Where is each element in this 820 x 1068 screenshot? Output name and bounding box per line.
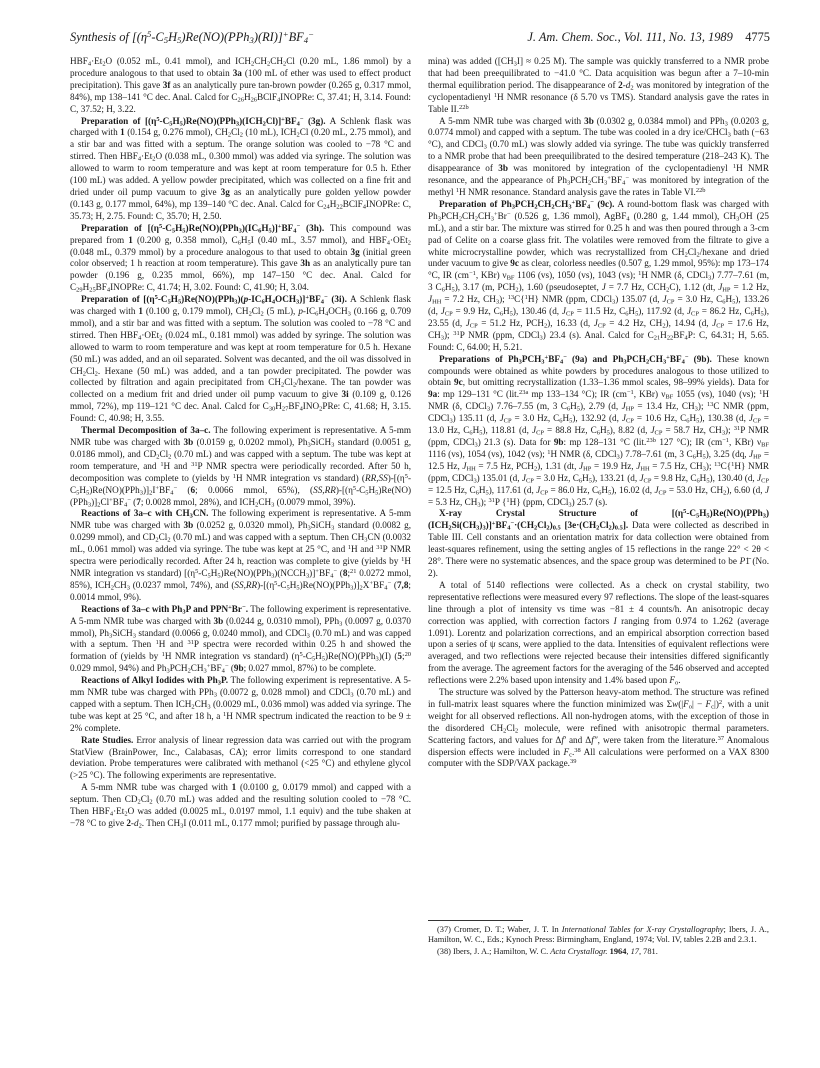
paragraph-reactions-ph3p: Reactions of 3a–c with $Ph_3P$ and PPN+Br−. The following experiment is representative. A 5-mm NMR tube was charged with 3b (0.0244 g, 0.0310 mmol), PPh$_3$ (0.0097 g, 0.0370 mmol), $Ph_3SiCH_3$ standard (0.0066 g, 0.0240 mmol), and CDCl$_3$ (0.70 mL) and was capped with a septum. Then $^1$H and $^{31}$P spectra were recorded within 0.25 h and showed the formation of (yields by $^1$H NMR integration vs standard) $(\eta^5-C_5H_5)Re(NO)(PPh_3)(I)$ (5;$^{20}$ 0.029 mmol, 94%) and $Ph_3PCH_2CH_3^+BF_4^-$ (9b; 0.027 mmol, 87%) to be complete. — [70, 603, 412, 675]
paragraph-reactions-ch3cn: Reactions of 3a–c with $CH_3CN$. The following experiment is representative. A 5-mm NMR tube was charged with 3b (0.0252 g, 0.0320 mmol), $Ph_3SiCH_3$ standard (0.0082 g, 0.0299 mmol), and $CD_2Cl_2$ (0.70 mL) and was capped with a septum. Then $CH_3CN$ (0.0032 mL, 0.061 mmol) was added via syringe. The tube was kept at 25 °C, and $^1$H and $^{31}$P NMR spectra were periodically recorded. After 24 h, reaction was complete to give (yields by $^1$H NMR integration vs standard) $[(\eta^5-C_5H_5)Re(NO)(PPh_3)(NCCH_3)]^+BF_4^-$ (8;$^{21}$ 0.0272 mmol, 85%), $ICH_2CH_3$ (0.0237 mmol, 74%), and $(SS,RR)-[(\eta^5-C_5H_5)Re(NO)(PPh_3)]_2X^+BF_4^-$ (7,8; 0.0014 mmol, 9%). — [70, 508, 412, 602]
paragraph-prep-9a-9b: Preparations of $Ph_3PCH_3^+BF_4^-$ (9a) and $Ph_3PCH_2CH_3^+BF_4^-$ (9b). These known compounds were obtained as white powders by procedures analogous to those utilized to obtain 9c, but omitting recrystallization (1.33–1.36 mmol scales, 98–99% yields). Data for 9a: mp 129–131 °C (lit.$^{23a}$ mp 133–134 °C); IR ($cm^{-1}$, KBr) $\nu_{BF}$ 1055 (vs), 1040 (vs); $^1$H NMR (δ, CDCl$_3$) 7.76–7.55 (m, 3 $C_6H_5$), 2.79 (d, $J_{HP} = 13.4$ Hz, $CH_3$); $^{13}$C NMR (ppm, CDCl$_3$) 135.11 (d, $J_{CP} = 3.0$ Hz, $C_6H_5$), 132.92 (d, $J_{CP} = 10.6$ Hz, $C_6H_5$), 130.38 (d, $J_{CP} = 13.0$ Hz, $C_6H_5$), 118.81 (d, $J_{CP} = 88.8$ Hz, $C_6H_5$), 8.82 (d, $J_{CP} = 58.7$ Hz, $CH_3$); $^{31}$P NMR (ppm, CDCl$_3$) 21.3 (s). Data for 9b: mp 128–131 °C (lit.$^{23b}$ 127 °C); IR ($cm^{-1}$, KBr) $\nu_{BF}$ 1116 (vs), 1054 (vs), 1042 (vs); $^1$H NMR (δ, CDCl$_3$) 7.78–7.61 (m, 3 $C_6H_5$), 3.25 (dq, $J_{HP} = 12.5$ Hz, $J_{HH} = 7.5$ Hz, $PCH_2$), 1.31 (dt, $J_{HP} = 19.9$ Hz, $J_{HH} = 7.5$ Hz, $CH_3$); $^{13}$C{$^1$H} NMR (ppm, CDCl$_3$) 135.01 (d, $J_{CP} = 3.0$ Hz, $C_6H_5$), 133.21 (d, $J_{CP} = 9.8$ Hz, $C_6H_5$), 130.40 (d, $J_{CP} = 12.5$ Hz, $C_6H_5$), 117.61 (d, $J_{CP} = 86.0$ Hz, $C_6H_5$), 16.02 (d, $J_{CP} = 53.0$ Hz, $CH_2$), 6.60 (d, J = 5.3 Hz, $CH_3$); $^{31}$P {$^1$H} (ppm, CDCl$_3$) 25.7 (s). — [428, 353, 770, 509]
journal-name: J. Am. Chem. Soc., Vol. 111, No. 13, 1989 — [527, 30, 733, 44]
paragraph-thermal-decomposition: Thermal Decomposition of 3a–c. The following experiment is representative. A 5-mm NMR tube was charged with 3b (0.0159 g, 0.0202 mmol), $Ph_3SiCH_3$ standard (0.0051 g, 0.0186 mmol), and $CD_2Cl_2$ (0.70 mL) and was capped with a septum. The tube was kept at room temperature, and $^1$H and $^{31}$P NMR spectra were periodically recorded. After 50 h, decomposition was complete to (yields by $^1$H NMR integration vs standard) $(RR,SS)-[(\eta^5-C_5H_5)Re(NO)(PPh_3)]_2I^+BF_4^-$ (6; 0.0066 mmol, 65%), $(SS,RR)-[(\eta^5-C_5H_5)Re(NO)(PPh_3)]_2Cl^+BF_4^-$ (7; 0.0028 mmol, 28%), and $ICH_2CH_3$ (0.0079 mmol, 39%). — [70, 425, 412, 509]
paragraph-rate-experiment-1: A 5-mm NMR tube was charged with 1 (0.0100 g, 0.0179 mmol) and capped with a septum. Then $CD_2Cl_2$ (0.70 mL) was added and the resulting solution cooled to −78 °C. Then $HBF_4\cdot Et_2O$ was added (0.0025 mL, 0.0197 mmol, 1.1 equiv) and the tube shaken at −78 °C to give $2-d_2$. Then $CH_3I$ (0.011 mL, 0.177 mmol; purified by passage through alu- — [70, 782, 412, 830]
journal-citation-header — [527, 30, 770, 45]
left-column — [70, 56, 411, 830]
paragraph-xray-refinement: The structure was solved by the Patterson heavy-atom method. The structure was refined in full-matrix least squares where the function minimized was $\Sigma w(|F_o| - F_c|)^2$, with a unit weight for all observed reflections. All non-hydrogen atoms, with the exception of those in the disordered $CH_2Cl_2$ molecule, were refined with anisotropic thermal parameters. Scattering factors, and values for Δf′ and Δf″, were taken from the literature.$^{37}$ Anomalous dispersion effects were included in $F_c.^{38}$ All calculations were performed on a VAX 8300 computer with the SDP/VAX package.$^{39}$ — [428, 687, 769, 769]
running-title: Synthesis of $[(\eta^5-C_5H_5)Re(NO)(PPh_3)(RI)]^+BF_4^-$ — [70, 29, 314, 46]
paragraph-prep-3i: Preparation of $[(\eta^5-C_5H_5)Re(NO)(PPh_3)(p-IC_6H_4OCH_3)]^+BF_4^-$ (3i). A Schlenk flask was charged with 1 (0.100 g, 0.179 mmol), $CH_2Cl_2$ (5 mL), $p-IC_6H_4OCH_3$ (0.166 g, 0.709 mmol), and a stir bar and was fitted with a septum. The solution was cooled to −78 °C and stirred. Then $HBF_4\cdot OEt_2$ (0.024 mL, 0.181 mmol) was added by syringe. The solution was allowed to warm to room temperature and was kept at room temperature for 0.5 h. Hexane (50 mL) was added, and an oil separated. Solvent was decanted, and the oil was dissolved in $CH_2Cl_2$. Hexane (50 mL) was added, and a tan powder precipitated. The powder was collected by filtration and again precipitated from $CH_2Cl_2$/hexane. The tan powder was collected on a medium frit and dried under oil pump vacuum to give 3i (0.109 g, 0.126 mmol, 72%), mp 119–121 °C dec. Anal. Calcd for $C_{30}H_{27}BF_4INO_2PRe$: C, 41.68; H, 3.15. Found: C, 40.98; H, 3.55. — [70, 294, 411, 424]
footnote-37: (37) Cromer, D. T.; Waber, J. T. In International Tables for X-ray Crystallography; Ibers, J. A., Hamilton, W. C., Eds.; Kynoch Press: Birmingham, England, 1974; Vol. IV, tables 2.2B and 2.3.1. — [428, 925, 769, 945]
paragraph-xray-structure: X-ray Crystal Structure of $[(\eta^5-C_5H_5)Re(NO)(PPh_3)(ICH_2Si(CH_3)_3)]^+BF_4^-\cdot(CH_2Cl_2)_{0.5}$ $[3e\cdot(CH_2Cl_2)_{0.5}]$. Data were collected as described in Table III. Cell constants and an orientation matrix for data collection were obtained from least-squares refinement, using the setting angles of 15 reflections in the range 22° < 2θ < 28°. There were no systematic absences, and the space group was determined to be P1̄ (No. 2). — [428, 508, 769, 578]
paragraph-prep-3h: Preparation of $[(\eta^5-C_5H_5)Re(NO)(PPh_3)(IC_6H_5)]^+BF_4^-$ (3h). This compound was prepared from 1 (0.200 g, 0.358 mmol), $C_6H_5I$ (0.40 mL, 3.57 mmol), and $HBF_4\cdot OEt_2$ (0.048 mL, 0.379 mmol) by a procedure analogous to that used to obtain 3g (initial green color observed; 1 h reaction at room temperature). This gave 3h as an analytically pure tan powder (0.196 g, 0.235 mmol, 66%), mp 147–150 °C dec. Anal. Calcd for $C_{29}H_{25}BF_4INOPRe$: C, 41.74; H, 3.02. Found: C, 41.90; H, 3.04. — [70, 222, 411, 294]
running-header — [70, 30, 770, 50]
paragraph-rate-experiment-2: A 5-mm NMR tube was charged with 3b (0.0302 g, 0.0384 mmol) and PPh$_3$ (0.0203 g, 0.0774 mmol) and capped with a septum. The tube was cooled in a dry ice/CHCl$_3$ bath (−63 °C), and CDCl$_3$ (0.70 mL) was slowly added via syringe. The tube was quickly transferred to a NMR probe that had been preequilibrated to the desired temperature (218–243 K). The disappearance of 3b was monitored by integration of the cyclopentadienyl $^1$H NMR resonance, and the appearance of $Ph_3PCH_2CH_3^+BF_4^-$ was monitored by integration of the methyl $^1$H NMR resonance. Standard analysis gave the rates in Table VI.$^{22b}$ — [428, 115, 769, 197]
page-number: 4775 — [745, 30, 770, 44]
paragraph-alkyl-iodides: Reactions of Alkyl Iodides with $Ph_3P$. The following experiment is representative. A 5-mm NMR tube was charged with PPh$_3$ (0.0072 g, 0.028 mmol) and CDCl$_3$ (0.70 mL) and capped with a septum. Then $ICH_2CH_3$ (0.0029 mL, 0.036 mmol) was added via syringe. The tube was kept at 25 °C, and after 18 h, a $^1$H NMR spectrum indicated the reaction to be 9 ± 2% complete. — [70, 675, 411, 733]
right-column — [428, 56, 769, 770]
paragraph-3f-continued: $HBF_4\cdot Et_2O$ (0.052 mL, 0.41 mmol), and $ICH_2CH_2CH_2Cl$ (0.20 mL, 1.86 mmol) by a procedure analogous to that used to obtain 3a (100 mL of ether was used to effect product precipitation). This gave 3f as an analytically pure tan-brown powder (0.265 g, 0.317 mmol, 84%), mp 138–141 °C dec. Anal. Calcd for $C_{26}H_{26}BClF_4INOPRe$: C, 37.41; H, 3.14. Found: C, 37.52; H, 3.22. — [70, 56, 411, 114]
paragraph-rate-studies: Rate Studies. Error analysis of linear regression data was carried out with the program StatView (BrainPower, Inc., Calabasas, CA); error limits correspond to one standard deviation. Probe temperatures were calibrated with methanol (<25 °C) and ethylene glycol (>25 °C). The following experiments are representative. — [70, 734, 411, 781]
paragraph-prep-3g: Preparation of $[(\eta^5-C_5H_5)Re(NO)(PPh_3)(ICH_2Cl)]^+BF_4^-$ (3g). A Schlenk flask was charged with 1 (0.154 g, 0.276 mmol), $CH_2Cl_2$ (10 mL), $ICH_2Cl$ (0.20 mL, 2.75 mmol), and a stir bar and was fitted with a septum. The orange solution was cooled to −78 °C and stirred. Then $HBF_4\cdot Et_2O$ (0.038 mL, 0.300 mmol) was added via syringe. The solution was allowed to warm to room temperature and was kept at room temperature for 0.5 h. Ether (100 mL) was added. A yellow powder precipitated, which was collected on a fine frit and dried under oil pump vacuum to give 3g as an analytically pure golden yellow powder (0.143 g, 0.177 mmol, 64%), mp 139–140 °C dec. Anal. Calcd for $C_{24}H_{22}BClF_4INOPRe$: C, 35.73; H, 2.75. Found: C, 35.70; H, 2.50. — [70, 115, 412, 221]
paragraph-xray-data-collection: A total of 5140 reflections were collected. As a check on crystal stability, two representative reflections were measured every 97 reflections. The slope of the least-squares line through a plot of intensity vs time was −81 ± 4 counts/h. An anisotropic decay correction was applied, with correction factors I ranging from 0.974 to 1.262 (average 1.091). Lorentz and polarization corrections, and an empirical absorption correction based upon a series of ψ scans, were applied to the data. Intensities of equivalent reflections were averaged, and two reflections were rejected because their intensities differed significantly from the average. The agreement factors for the averaging of the 546 observed and accepted reflections were 2.2% based upon intensity and 1.4% based upon $F_o$. — [428, 579, 769, 687]
footnote-rule — [428, 920, 523, 921]
footnotes — [428, 925, 769, 958]
paragraph-rate-experiment-1-continued: mina) was added ($[CH_3I] \approx 0.25$ M). The sample was quickly transferred to a NMR probe that had been preequilibrated to −41.0 °C. Data acquisition was begun after a 7–10-min thermal equilibration period. The disappearance of $2-d_2$ was monitored by integration of the cyclopentadienyl $^1$H NMR resonance (δ 5.70 vs TMS). Standard analysis gave the rates in Table II.$^{22b}$ — [428, 56, 769, 114]
paragraph-prep-9c: Preparation of $Ph_3PCH_2CH_2CH_3^+BF_4^-$ (9c). A round-bottom flask was charged with $Ph_3PCH_2CH_2CH_3^+Br^-$ (0.526 g, 1.36 mmol), AgBF$_4$ (0.280 g, 1.44 mmol), $CH_3OH$ (25 mL), and a stir bar. The mixture was stirred for 0.25 h and was then poured through a 3-cm pad of Celite on a coarse glass frit. The volatiles were removed from the filtrate to give a white microcrystalline powder, which was recrystallized from $CH_2Cl_2$/hexane and dried under vacuum to give 9c as clear, colorless needles (0.507 g, 1.29 mmol, 95%): mp 173–174 °C, IR ($cm^{-1}$, KBr) $\nu_{BF}$ 1106 (vs), 1050 (vs), 1043 (vs); $^1$H NMR (δ, CDCl$_3$) 7.77–7.61 (m, 3 $C_6H_5$), 3.17 (m, $PCH_2$), 1.60 (pseudoseptet, J = 7.7 Hz, $CCH_2C$), 1.12 (dt, $J_{HP} = 1.2$ Hz, $J_{HH} = 7.2$ Hz, $CH_3$); $^{13}$C{$^1$H} NMR (ppm, CDCl$_3$) 135.07 (d, $J_{CP} = 3.0$ Hz, $C_6H_5$), 133.26 (d, $J_{CP} = 9.9$ Hz, $C_6H_5$), 130.46 (d, $J_{CP} = 11.5$ Hz, $C_6H_5$), 117.92 (d, $J_{CP} = 86.2$ Hz, $C_6H_5$), 23.55 (d, $J_{CP} = 51.2$ Hz, $PCH_2$), 16.33 (d, $J_{CP} = 4.2$ Hz, $CH_2$), 14.94 (d, $J_{CP} = 17.6$ Hz, $CH_3$); $^{31}$P NMR (ppm, CDCl$_3$) 23.4 (s). Anal. Calcd for $C_{21}H_{22}BF_4P$: C, 64.31; H, 5.65. Found: C, 64.00; H, 5.21. — [428, 198, 770, 352]
footnote-38: (38) Ibers, J. A.; Hamilton, W. C. Acta Crystallogr. 1964, 17, 781. — [437, 946, 658, 956]
